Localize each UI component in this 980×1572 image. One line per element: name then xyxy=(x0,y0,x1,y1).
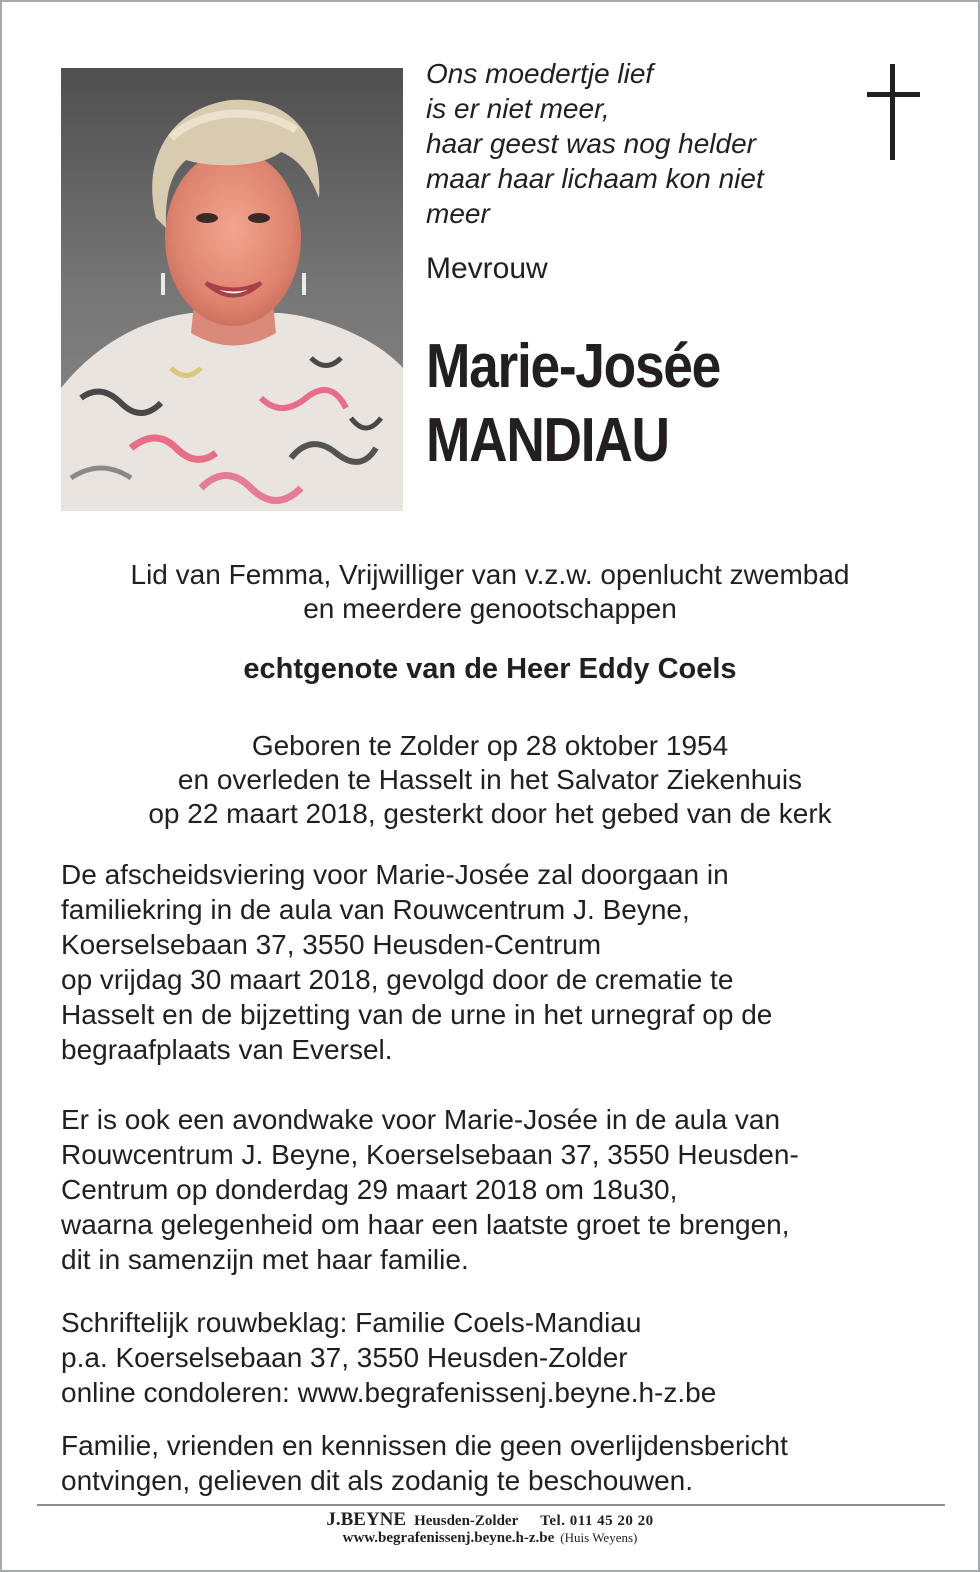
closing-line: ontvingen, gelieven dit als zodanig te beschouwen. xyxy=(61,1465,693,1496)
last-name: MANDIAU xyxy=(426,406,669,475)
funeral-home-web-line xyxy=(2,1529,978,1547)
poem-line: meer xyxy=(426,198,490,229)
condolence-line: online condoleren: www.begrafenissenj.beyne.h-z.be xyxy=(61,1377,717,1408)
funeral-home-brand: J.BEYNE xyxy=(326,1509,407,1530)
condolence-line: p.a. Koerselsebaan 37, 3550 Heusden-Zolder xyxy=(61,1342,628,1373)
wake-line: Er is ook een avondwake voor Marie-Josée in de aula van xyxy=(61,1104,781,1135)
closing-line: Familie, vrienden en kennissen die geen overlijdensbericht xyxy=(61,1430,788,1461)
farewell-line: Hasselt en de bijzetting van de urne in het urnegraf op de xyxy=(61,999,773,1030)
farewell-line: Koerselsebaan 37, 3550 Heusden-Centrum xyxy=(61,929,602,960)
poem-line: haar geest was nog helder xyxy=(426,128,756,159)
membership-line: en meerdere genootschappen xyxy=(303,593,677,624)
closing-paragraph xyxy=(61,1428,941,1498)
membership-line: Lid van Femma, Vrijwilliger van v.z.w. openlucht zwembad xyxy=(130,559,850,590)
portrait-illustration xyxy=(61,68,403,511)
farewell-line: De afscheidsviering voor Marie-Josée zal doorgaan in xyxy=(61,859,729,890)
farewell-paragraph xyxy=(61,857,941,1067)
funeral-home-phone: Tel. 011 45 20 20 xyxy=(540,1513,654,1529)
condolence-line: Schriftelijk rouwbeklag: Familie Coels-Mandiau xyxy=(61,1307,642,1338)
deceased-name xyxy=(426,330,720,478)
condolences-paragraph xyxy=(61,1305,941,1410)
poem-line: is er niet meer, xyxy=(426,93,610,124)
cross-icon xyxy=(864,64,922,162)
farewell-line: op vrijdag 30 maart 2018, gevolgd door de crematie te xyxy=(61,964,734,995)
funeral-home-line xyxy=(2,1509,978,1531)
footer-divider xyxy=(37,1504,945,1506)
wake-line: waarna gelegenheid om haar een laatste groet te brengen, xyxy=(61,1209,790,1240)
funeral-home-location: Heusden-Zolder xyxy=(414,1513,519,1529)
first-name: Marie-Josée xyxy=(426,332,721,401)
birth-death-line: en overleden te Hasselt in het Salvator Ziekenhuis xyxy=(177,764,803,795)
birth-death-line: Geboren te Zolder op 28 oktober 1954 xyxy=(251,730,729,761)
poem xyxy=(426,56,846,231)
spouse-line: echtgenote van de Heer Eddy Coels xyxy=(243,653,737,685)
birth-death xyxy=(2,729,978,831)
wake-line: Rouwcentrum J. Beyne, Koerselsebaan 37, 3550 Heusden- xyxy=(61,1139,799,1170)
farewell-line: familiekring in de aula van Rouwcentrum J. Beyne, xyxy=(61,894,690,925)
poem-line: maar haar lichaam kon niet xyxy=(426,163,764,194)
portrait-photo xyxy=(61,68,403,511)
wake-line: dit in samenzijn met haar familie. xyxy=(61,1244,469,1275)
honorific: Mevrouw xyxy=(426,252,548,285)
wake-line: Centrum op donderdag 29 maart 2018 om 18u30, xyxy=(61,1174,678,1205)
funeral-home-website: www.begrafenissenj.beyne.h-z.be xyxy=(342,1530,555,1546)
farewell-line: begraafplaats van Eversel. xyxy=(61,1034,393,1065)
poem-line: Ons moedertje lief xyxy=(426,58,654,89)
memberships xyxy=(2,558,978,626)
birth-death-line: op 22 maart 2018, gesterkt door het gebed van de kerk xyxy=(148,798,832,829)
funeral-home-note: (Huis Weyens) xyxy=(560,1530,638,1545)
wake-paragraph xyxy=(61,1102,941,1277)
